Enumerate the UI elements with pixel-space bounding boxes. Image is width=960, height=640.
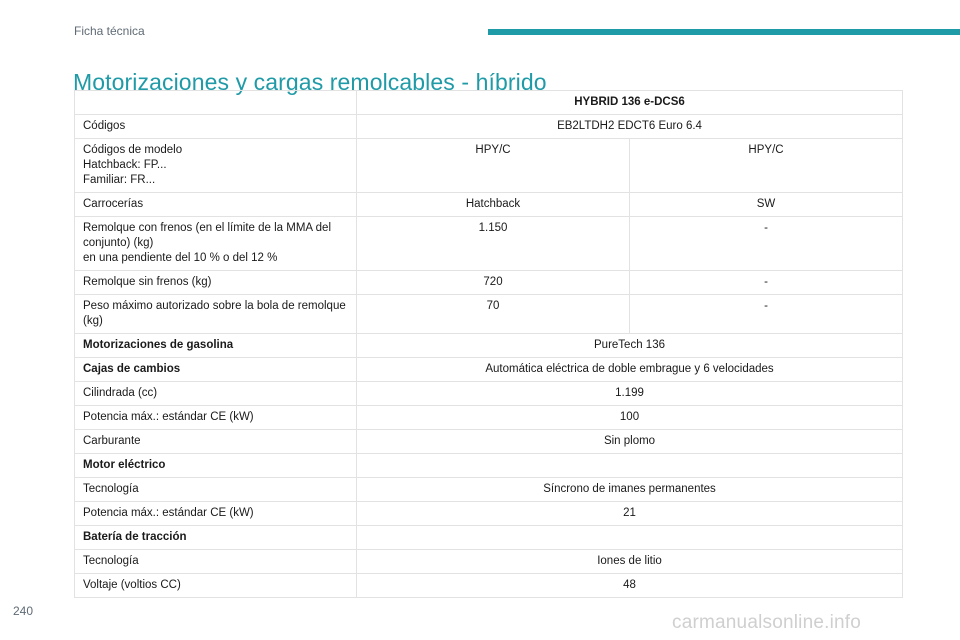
row-label-cell xyxy=(75,406,357,430)
row-value-cell: 1.150 xyxy=(357,217,630,271)
row-value-cell: Automática eléctrica de doble embrague y 6 velocidades xyxy=(357,358,903,382)
row-label-line: Remolque sin frenos (kg) xyxy=(83,276,212,288)
row-label-cell xyxy=(75,271,357,295)
table-row xyxy=(75,115,903,139)
header-engine-cell: HYBRID 136 e-DCS6 xyxy=(357,91,903,115)
table-row xyxy=(75,193,903,217)
table-row xyxy=(75,382,903,406)
row-label-line: Cajas de cambios xyxy=(83,363,181,375)
row-label-line: en una pendiente del 10 % o del 12 % xyxy=(83,252,278,264)
row-value-cell: 100 xyxy=(357,406,903,430)
table-row xyxy=(75,526,903,550)
table-row xyxy=(75,430,903,454)
row-value-cell: SW xyxy=(630,193,903,217)
table-row xyxy=(75,406,903,430)
row-value-cell: - xyxy=(630,217,903,271)
row-value-cell: HPY/C xyxy=(357,139,630,193)
page-number: 240 xyxy=(13,604,34,618)
row-label-line: Potencia máx.: estándar CE (kW) xyxy=(83,507,254,519)
page-title: Motorizaciones y cargas remolcables - híbrido xyxy=(73,69,547,96)
row-label-cell xyxy=(75,574,357,598)
row-label-cell xyxy=(75,454,357,478)
row-value-cell: - xyxy=(630,295,903,334)
row-label-cell xyxy=(75,295,357,334)
row-label-cell xyxy=(75,217,357,271)
header-accent-bar xyxy=(488,29,960,35)
row-value-cell: 70 xyxy=(357,295,630,334)
row-label-line: Potencia máx.: estándar CE (kW) xyxy=(83,411,254,423)
table-row xyxy=(75,358,903,382)
row-label-line: Batería de tracción xyxy=(83,531,187,543)
row-value-cell: 21 xyxy=(357,502,903,526)
row-label-line: Familiar: FR... xyxy=(83,174,156,186)
row-label-cell xyxy=(75,430,357,454)
row-label-line: Motorizaciones de gasolina xyxy=(83,339,234,351)
table-row xyxy=(75,454,903,478)
row-value-cell xyxy=(357,526,903,550)
row-value-cell: Iones de litio xyxy=(357,550,903,574)
row-label-line: Hatchback: FP... xyxy=(83,159,167,171)
row-label-cell xyxy=(75,334,357,358)
row-value-cell: - xyxy=(630,271,903,295)
row-label-cell xyxy=(75,550,357,574)
table-row xyxy=(75,574,903,598)
table-row xyxy=(75,295,903,334)
row-label-cell xyxy=(75,478,357,502)
row-value-cell: PureTech 136 xyxy=(357,334,903,358)
row-value-cell: 48 xyxy=(357,574,903,598)
row-label-line: Peso máximo autorizado sobre la bola de remolque (kg) xyxy=(83,300,346,327)
table-row xyxy=(75,550,903,574)
row-label-cell xyxy=(75,382,357,406)
table-row xyxy=(75,334,903,358)
table-row xyxy=(75,478,903,502)
table-row xyxy=(75,217,903,271)
row-label-line: Tecnología xyxy=(83,555,139,567)
row-value-cell: HPY/C xyxy=(630,139,903,193)
section-label: Ficha técnica xyxy=(74,24,145,38)
row-value-cell: EB2LTDH2 EDCT6 Euro 6.4 xyxy=(357,115,903,139)
row-label-line: Códigos de modelo xyxy=(83,144,183,156)
row-label-line: Cilindrada (cc) xyxy=(83,387,158,399)
table-row xyxy=(75,139,903,193)
row-label-cell xyxy=(75,115,357,139)
row-label-line: Tecnología xyxy=(83,483,139,495)
spec-table-header-row xyxy=(75,91,903,115)
row-value-cell: Hatchback xyxy=(357,193,630,217)
row-label-cell xyxy=(75,502,357,526)
row-label-line: Carrocerías xyxy=(83,198,144,210)
row-label-cell xyxy=(75,358,357,382)
row-label-line: Motor eléctrico xyxy=(83,459,166,471)
table-row xyxy=(75,271,903,295)
spec-table xyxy=(74,90,903,598)
row-value-cell xyxy=(357,454,903,478)
watermark: carmanualsonline.info xyxy=(672,612,862,633)
row-label-line: Remolque con frenos (en el límite de la MMA del conjunto) (kg) xyxy=(83,222,332,249)
row-label-cell xyxy=(75,193,357,217)
row-value-cell: Sin plomo xyxy=(357,430,903,454)
row-label-cell xyxy=(75,139,357,193)
row-value-cell: 1.199 xyxy=(357,382,903,406)
row-label-line: Carburante xyxy=(83,435,141,447)
row-value-cell: 720 xyxy=(357,271,630,295)
row-label-line: Códigos xyxy=(83,120,126,132)
header-empty-cell xyxy=(75,91,357,115)
row-label-line: Voltaje (voltios CC) xyxy=(83,579,181,591)
row-label-cell xyxy=(75,526,357,550)
row-value-cell: Síncrono de imanes permanentes xyxy=(357,478,903,502)
table-row xyxy=(75,502,903,526)
